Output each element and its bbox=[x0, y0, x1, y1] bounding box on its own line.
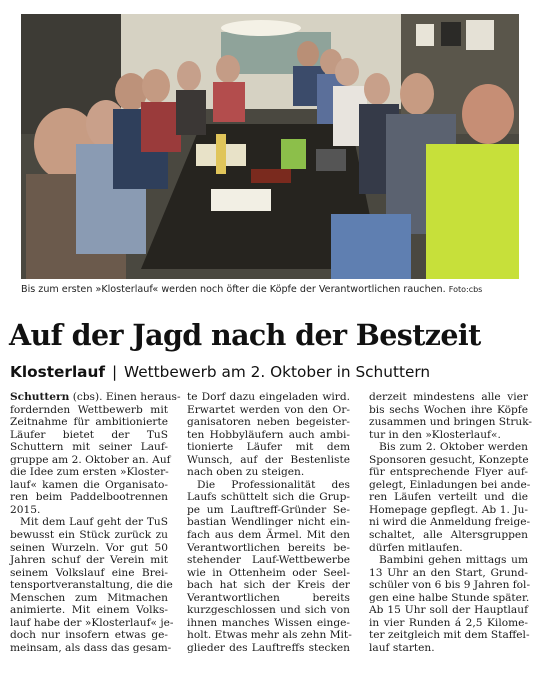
article-line: die Idee zum ersten »Kloster- bbox=[10, 466, 169, 479]
article-line: meinsam, als dass das gesam- bbox=[10, 641, 172, 654]
article-column-3 bbox=[369, 391, 533, 654]
article-line: zusammen und bringen Struk- bbox=[369, 416, 533, 429]
article-line: animierte. Mit einem Volks- bbox=[10, 604, 168, 617]
article-line: wie in Ottenheim oder Seel- bbox=[187, 566, 350, 579]
article-line: gen eine halbe Stunde später. bbox=[369, 591, 530, 604]
article-line: gelegt, Einladungen bei ande- bbox=[369, 478, 531, 491]
article-line: ter zeitgleich mit dem Staffel- bbox=[369, 629, 530, 642]
caption-text: Bis zum ersten »Klosterlauf« werden noch öfter die Köpfe der Verantwortlichen rauchen. bbox=[21, 284, 446, 295]
article-line: tensportveranstaltung, die die bbox=[10, 579, 173, 592]
article-line: Schuttern (cbs). Einen heraus- bbox=[10, 391, 181, 403]
article-line: bastian Wendlinger nicht ein- bbox=[187, 516, 350, 529]
article-line: schüler von 6 bis 9 Jahren fol- bbox=[369, 579, 531, 592]
article-line: in vier Runden á 2,5 Kilome- bbox=[369, 616, 528, 629]
photo-credit: Foto:cbs bbox=[448, 285, 483, 294]
article-line: Läufer bietet der TuS bbox=[10, 428, 168, 441]
article-line: bis sechs Wochen ihre Köpfe bbox=[369, 403, 528, 416]
article-line: fach aus dem Ärmel. Mit den bbox=[187, 529, 350, 542]
article-line: derzeit mindestens alle vier bbox=[369, 391, 528, 403]
article-line: Verantwortlichen bereits bbox=[187, 591, 350, 604]
article-line: lauf starten. bbox=[369, 641, 435, 654]
article-line: ten Hobbyläufern auch ambi- bbox=[187, 428, 350, 441]
article-line: lauf« kamen die Organisato- bbox=[10, 478, 168, 491]
article-line: ihnen manches Wissen einge- bbox=[187, 616, 350, 629]
article-line: seinen Wurzeln. Vor gut 50 bbox=[10, 541, 168, 554]
article-line: Sponsoren gesucht, Konzepte bbox=[369, 453, 529, 466]
article-line: seinem Volkslauf eine Brei- bbox=[10, 566, 168, 579]
subheadline bbox=[10, 363, 535, 381]
headline: Auf der Jagd nach der Bestzeit bbox=[9, 318, 481, 352]
group-meeting-photo bbox=[21, 14, 519, 279]
article-line: Schuttern mit seiner Lauf- bbox=[10, 441, 168, 454]
subheadline-text: Wettbewerb am 2. Oktober in Schuttern bbox=[123, 363, 431, 381]
photo-caption bbox=[21, 284, 526, 295]
article-line: für entsprechende Flyer auf- bbox=[369, 466, 528, 479]
article-line: te Dorf dazu eingeladen wird. bbox=[187, 391, 350, 403]
article-line: doch nur insofern etwas ge- bbox=[10, 629, 168, 642]
article-line: pe um Lauftreff-Gründer Se- bbox=[187, 503, 350, 516]
article-line: Laufs schüttelt sich die Grup- bbox=[187, 491, 350, 504]
kicker: Klosterlauf bbox=[10, 363, 106, 381]
article-line: tur in den »Klosterlauf«. bbox=[369, 428, 501, 441]
article-line: ren Läufen verteilt und die bbox=[369, 491, 528, 504]
article-line: Zeitnahme für ambitionierte bbox=[10, 416, 168, 429]
article-line: holt. Etwas mehr als zehn Mit- bbox=[187, 629, 352, 642]
article-column-1 bbox=[10, 391, 181, 654]
article-line: tionierte Läufer mit dem bbox=[187, 441, 350, 454]
kicker-separator: | bbox=[111, 363, 118, 381]
article-line: Menschen zum Mitmachen bbox=[10, 591, 168, 604]
article-photo bbox=[21, 14, 519, 279]
article-line: nach oben zu steigen. bbox=[187, 466, 305, 479]
article-column-2 bbox=[187, 391, 350, 654]
dateline: Schuttern bbox=[10, 391, 70, 403]
article-line: Jahren schuf der Verein mit bbox=[10, 554, 168, 567]
article-line: Bambini gehen mittags um bbox=[379, 554, 528, 567]
article-line: Ab 15 Uhr soll der Hauptlauf bbox=[369, 604, 528, 617]
article-line: Die Professionalität des bbox=[197, 478, 350, 491]
article-line: bach hat sich der Kreis der bbox=[187, 579, 350, 592]
article-line: Bis zum 2. Oktober werden bbox=[379, 441, 528, 454]
article-line: bewusst ein Stück zurück zu bbox=[10, 529, 168, 542]
article-line: Verantwortlichen bereits be- bbox=[187, 541, 350, 554]
article-line: Wunsch, auf der Bestenliste bbox=[187, 453, 350, 466]
article-line: ni wird die Anmeldung freige- bbox=[369, 516, 531, 529]
article-line: Homepage gepflegt. Ab 1. Ju- bbox=[369, 503, 528, 516]
article-line: stehender Lauf-Wettbewerbe bbox=[187, 554, 350, 567]
article-line: Erwartet werden von den Or- bbox=[187, 403, 350, 416]
article-line: lauf habe der »Klosterlauf« je- bbox=[10, 616, 174, 629]
article-line: ren beim Paddelbootrennen bbox=[10, 491, 168, 504]
article-line: 2015. bbox=[10, 503, 41, 516]
article-line: kurzgeschlossen und sich von bbox=[187, 604, 350, 617]
article-line: Mit dem Lauf geht der TuS bbox=[20, 516, 168, 529]
article-line: gruppe am 2. Oktober an. Auf bbox=[10, 453, 171, 466]
article-line: 13 Uhr an den Start, Grund- bbox=[369, 566, 528, 579]
article-line: ganisatoren neben begeister- bbox=[187, 416, 350, 429]
article-line: glieder des Lauftreffs stecken bbox=[187, 641, 350, 654]
article-line: dürfen mitlaufen. bbox=[369, 541, 463, 554]
article-line: fordernden Wettbewerb mit bbox=[10, 403, 168, 416]
article-line: schaltet, alle Altersgruppen bbox=[369, 529, 528, 542]
